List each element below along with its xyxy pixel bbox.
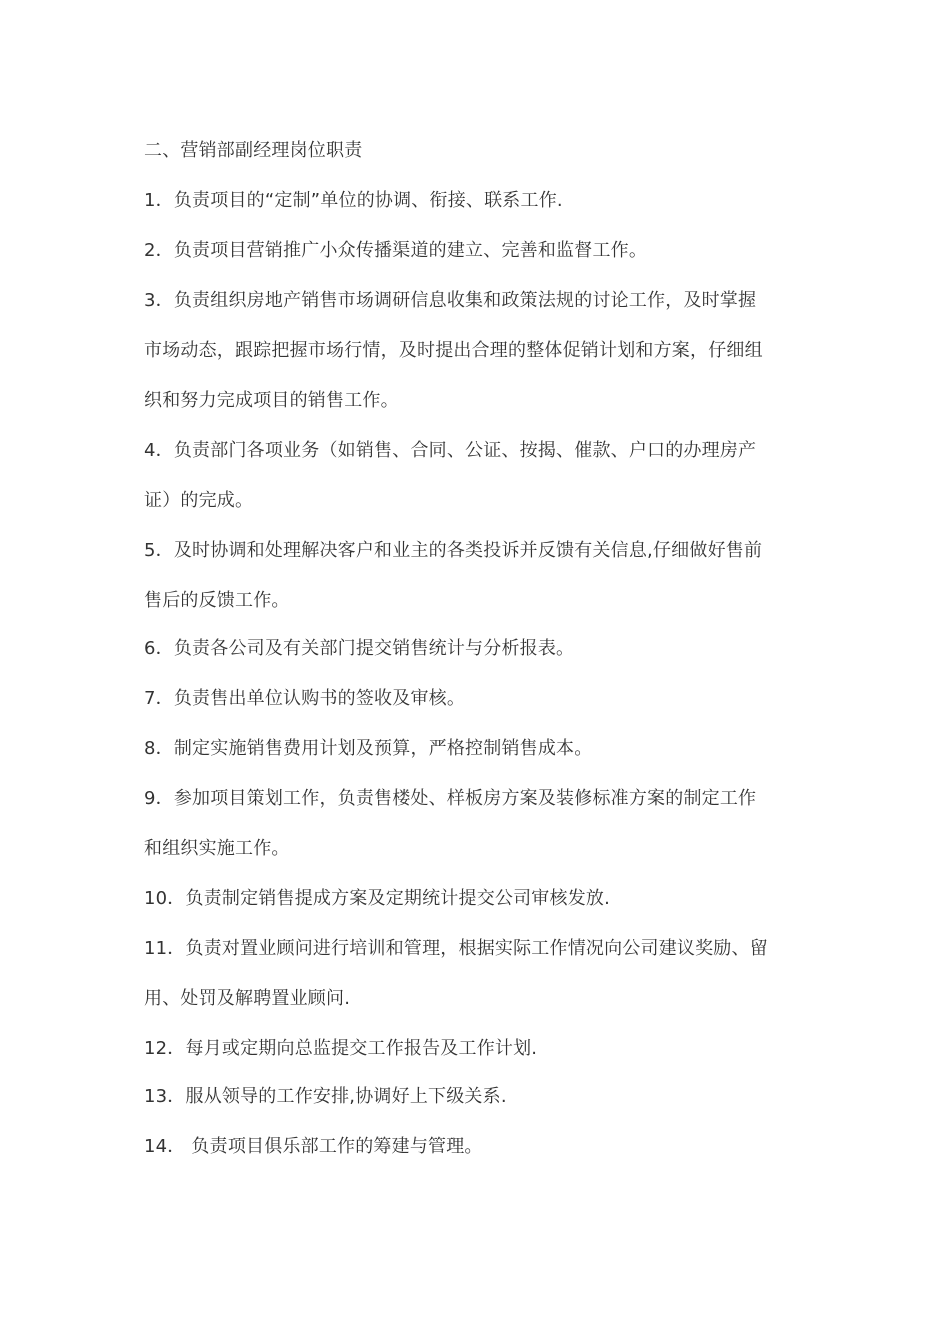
duty-line: 4．负责部门各项业务（如销售、合同、公证、按揭、催款、户口的办理房产 xyxy=(144,440,757,461)
duty-line: 5．及时协调和处理解决客户和业主的各类投诉并反馈有关信息,仔细做好售前 xyxy=(144,540,763,561)
duty-line: 6．负责各公司及有关部门提交销售统计与分析报表。 xyxy=(144,638,575,659)
duty-line: 1．负责项目的“定制”单位的协调、衔接、联系工作. xyxy=(144,190,563,211)
duty-line: 用、处罚及解聘置业顾问. xyxy=(144,988,351,1009)
duty-line: 售后的反馈工作。 xyxy=(144,590,290,611)
duty-line: 2．负责项目营销推广小众传播渠道的建立、完善和监督工作。 xyxy=(144,240,648,261)
duty-line: 11．负责对置业顾问进行培训和管理，根据实际工作情况向公司建议奖励、留 xyxy=(144,938,768,959)
duty-line: 9．参加项目策划工作，负责售楼处、样板房方案及装修标准方案的制定工作 xyxy=(144,788,757,809)
duty-line: 10．负责制定销售提成方案及定期统计提交公司审核发放. xyxy=(144,888,611,909)
duty-line: 13．服从领导的工作安排,协调好上下级关系. xyxy=(144,1086,507,1107)
duty-line: 7．负责售出单位认购书的签收及审核。 xyxy=(144,688,466,709)
duty-line: 市场动态，跟踪把握市场行情，及时提出合理的整体促销计划和方案，仔细组 xyxy=(144,340,763,361)
duty-line: 14． 负责项目俱乐部工作的筹建与管理。 xyxy=(144,1136,483,1157)
section-heading: 二、营销部副经理岗位职责 xyxy=(144,140,363,161)
duty-line: 和组织实施工作。 xyxy=(144,838,290,859)
duty-line: 织和努力完成项目的销售工作。 xyxy=(144,390,399,411)
duty-line: 3．负责组织房地产销售市场调研信息收集和政策法规的讨论工作，及时掌握 xyxy=(144,290,757,311)
duty-line: 证）的完成。 xyxy=(144,490,254,511)
duty-line: 8．制定实施销售费用计划及预算，严格控制销售成本。 xyxy=(144,738,593,759)
duty-line: 12．每月或定期向总监提交工作报告及工作计划. xyxy=(144,1038,538,1059)
